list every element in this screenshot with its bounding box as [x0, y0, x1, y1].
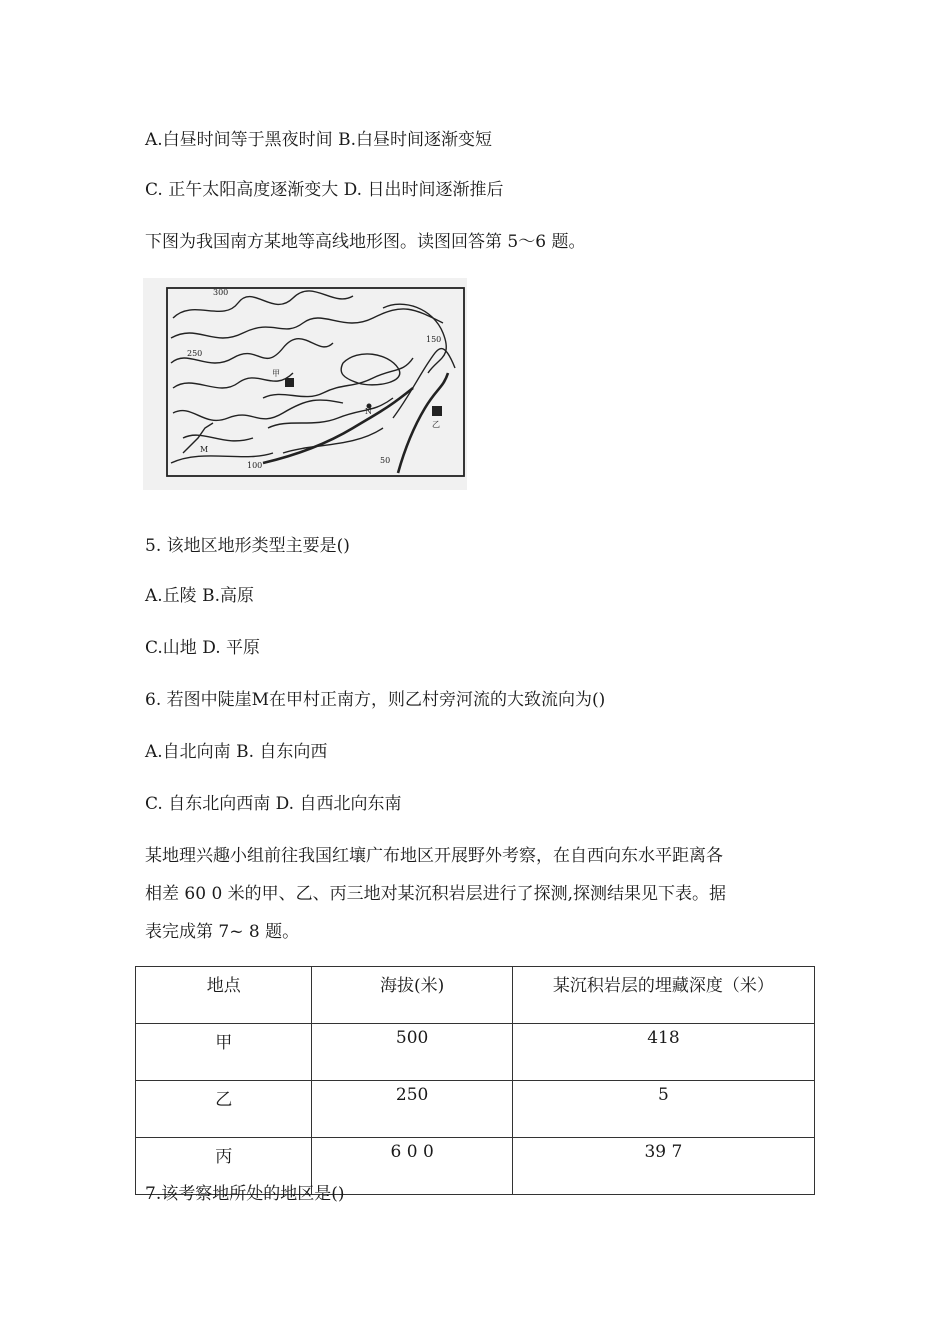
- q6-options-cd: C. 自东北向西南 D. 自西北向东南: [145, 794, 402, 814]
- cell-location: 甲: [136, 1024, 312, 1081]
- q6-stem: 6. 若图中陡崖M在甲村正南方，则乙村旁河流的大致流向为(): [145, 690, 606, 710]
- contour-map: [143, 278, 467, 490]
- table-row: [136, 1024, 815, 1081]
- village-jia-label: 甲: [272, 369, 280, 378]
- q5-options-cd: C.山地 D. 平原: [145, 638, 261, 658]
- intro-q7-8-line3: 表完成第 7~ 8 题。: [145, 922, 300, 942]
- header-altitude: 海拔(米): [312, 967, 512, 1024]
- contour-label-250: 250: [187, 349, 203, 358]
- intro-q7-8-line1: 某地理兴趣小组前往我国红壤广布地区开展野外考察，在自西向东水平距离各: [145, 846, 723, 866]
- contour-label-50: 50: [380, 456, 391, 465]
- header-location: 地点: [136, 967, 312, 1024]
- q5-stem: 5. 该地区地形类型主要是(): [145, 536, 350, 556]
- cell-depth: 5: [512, 1081, 814, 1138]
- cell-depth: 39 7: [512, 1138, 814, 1195]
- q4-options-ab: A.白昼时间等于黑夜时间 B.白昼时间逐渐变短: [145, 130, 492, 150]
- table-header-row: [136, 967, 815, 1024]
- q6-options-ab: A.自北向南 B. 自东向西: [145, 742, 328, 762]
- intro-q5-6: 下图为我国南方某地等高线地形图。读图回答第 5～6 题。: [145, 232, 586, 252]
- survey-table: [135, 966, 815, 1195]
- cell-altitude: 250: [312, 1081, 512, 1138]
- header-depth: 某沉积岩层的埋藏深度（米）: [512, 967, 814, 1024]
- q5-options-ab: A.丘陵 B.高原: [145, 586, 254, 606]
- cell-depth: 418: [512, 1024, 814, 1081]
- cliff-m-label: M: [200, 445, 209, 454]
- cell-altitude: 6 0 0: [312, 1138, 512, 1195]
- table-row: [136, 1081, 815, 1138]
- q7-stem: 7.该考察地所处的地区是(): [145, 1184, 345, 1204]
- contour-label-300: 300: [213, 288, 229, 297]
- cell-altitude: 500: [312, 1024, 512, 1081]
- contour-label-100: 100: [247, 461, 263, 470]
- q4-options-cd: C. 正午太阳高度逐渐变大 D. 日出时间逐渐推后: [145, 180, 504, 200]
- intro-q7-8-line2: 相差 60 0 米的甲、乙、丙三地对某沉积岩层进行了探测,探测结果见下表。据: [145, 884, 727, 904]
- cell-location: 丙: [136, 1138, 312, 1195]
- contour-label-150: 150: [426, 335, 442, 344]
- cell-location: 乙: [136, 1081, 312, 1138]
- point-n-label: N: [365, 407, 372, 416]
- village-yi-label: 乙: [432, 420, 440, 429]
